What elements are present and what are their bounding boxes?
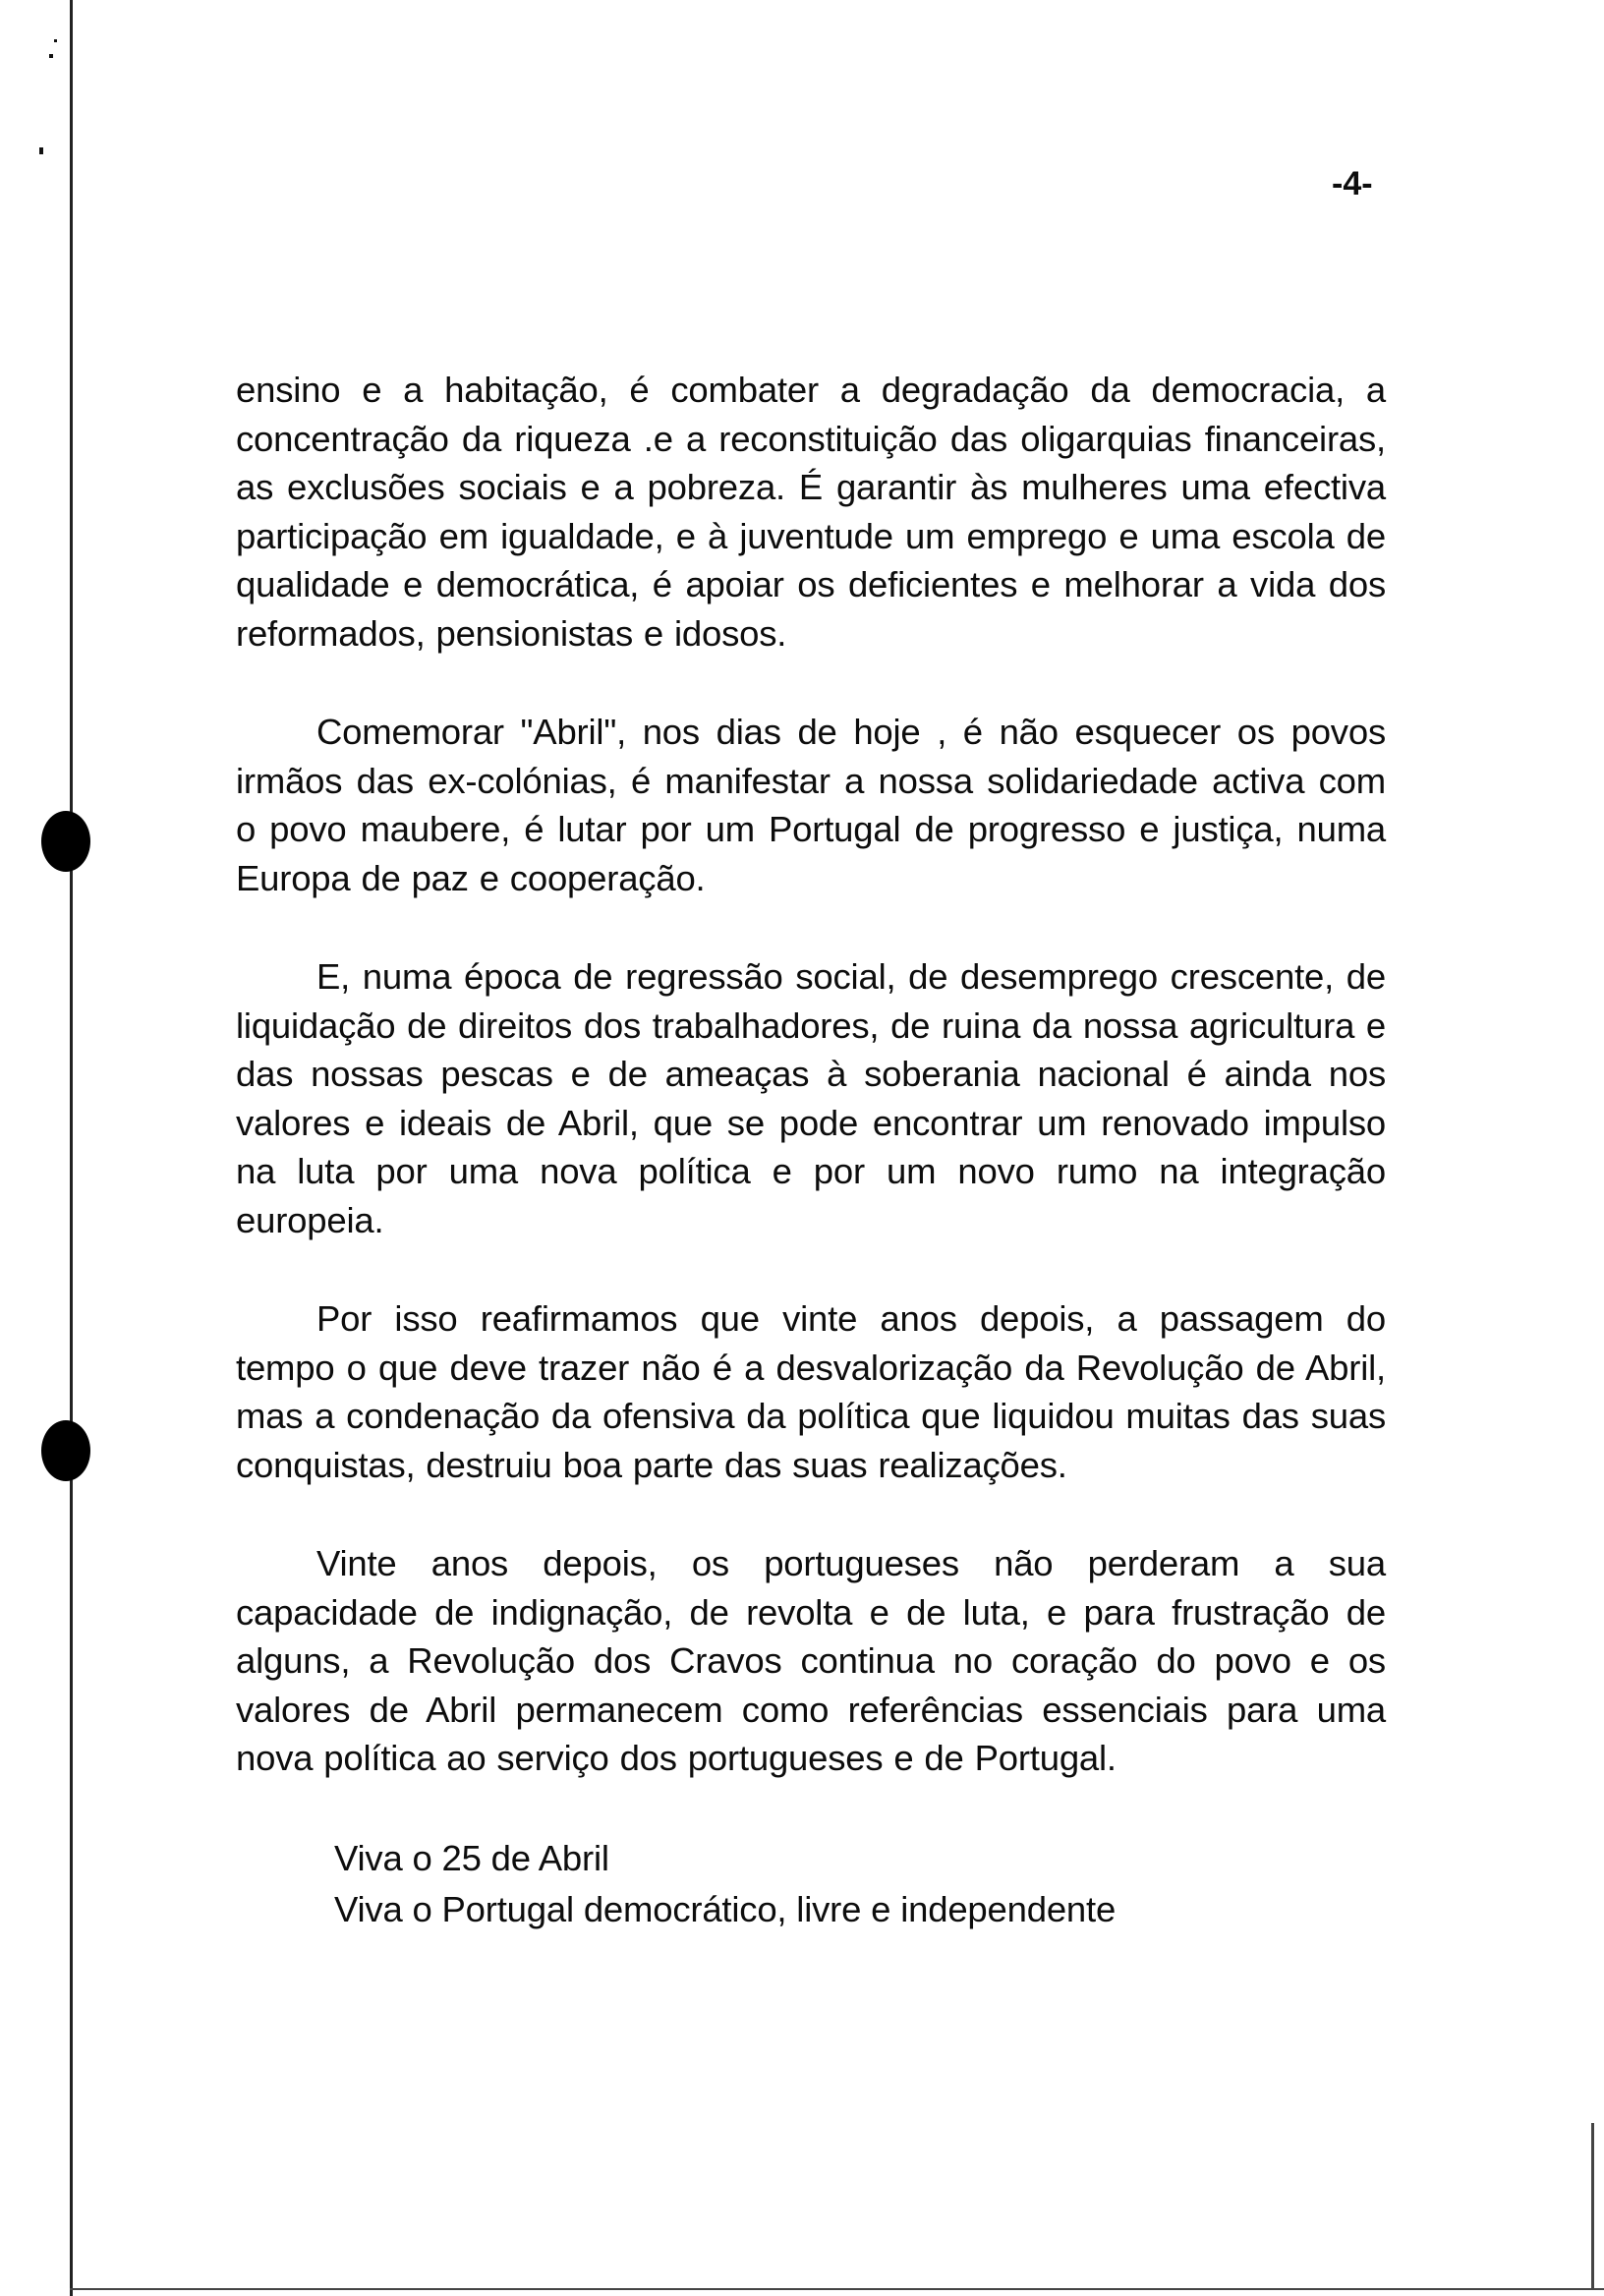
paragraph: Comemorar "Abril", nos dias de hoje , é não esquecer os povos irmãos das ex-colónias, é manifestar a nossa solidariedade activa com o povo maubere, é lutar por um Portugal de progresso e justiça, numa Europa de paz e cooperação. [236,712,1386,898]
closing-line: Viva o 25 de Abril [334,1837,609,1878]
punch-hole-lower [41,1420,90,1481]
closing-line: Viva o Portugal democrático, livre e independente [334,1888,1117,1929]
page-corner-edge [1591,2123,1594,2290]
scan-speck [39,147,43,154]
scan-speck [49,54,53,58]
paragraph: ensino e a habitação, é combater a degradação da democracia, a concentração da riqueza .e a reconstituição das oligarquias financeiras, as exclusões sociais e a pobreza. É garantir às mulheres uma efectiva participação em igualdade, e à juventude um emprego e uma escola de qualidade e democrática, é apoiar os deficientes e melhorar a vida dos reformados, pensionistas e idosos. [236,370,1386,654]
punch-hole-upper [41,811,90,872]
scan-speck [54,39,57,42]
closing-salutation [334,1833,1386,1935]
page-number: -4- [1332,165,1373,202]
page-left-edge [70,0,73,2296]
paragraph: Por isso reafirmamos que vinte anos depois, a passagem do tempo o que deve trazer não é a desvalorização da Revolução de Abril, mas a condenação da ofensiva da política que liquidou muitas das suas conquistas, destruiu boa parte das suas realizações. [236,1298,1386,1485]
document-body [236,366,1386,1935]
paragraph: Vinte anos depois, os portugueses não perderam a sua capacidade de indignação, de revolta e de luta, e para frustração de alguns, a Revolução dos Cravos continua no coração do povo e os valores de Abril permanecem como referências essenciais para uma nova política ao serviço dos portugueses e de Portugal. [236,1543,1386,1778]
paragraph: E, numa época de regressão social, de desemprego crescente, de liquidação de direitos dos trabalhadores, de ruina da nossa agricultura e das nossas pescas e de ameaças à soberania nacional é ainda nos valores e ideais de Abril, que se pode encontrar um renovado impulso na luta por uma nova política e por um novo rumo na integração europeia. [236,956,1386,1240]
page-bottom-edge [70,2288,1604,2290]
